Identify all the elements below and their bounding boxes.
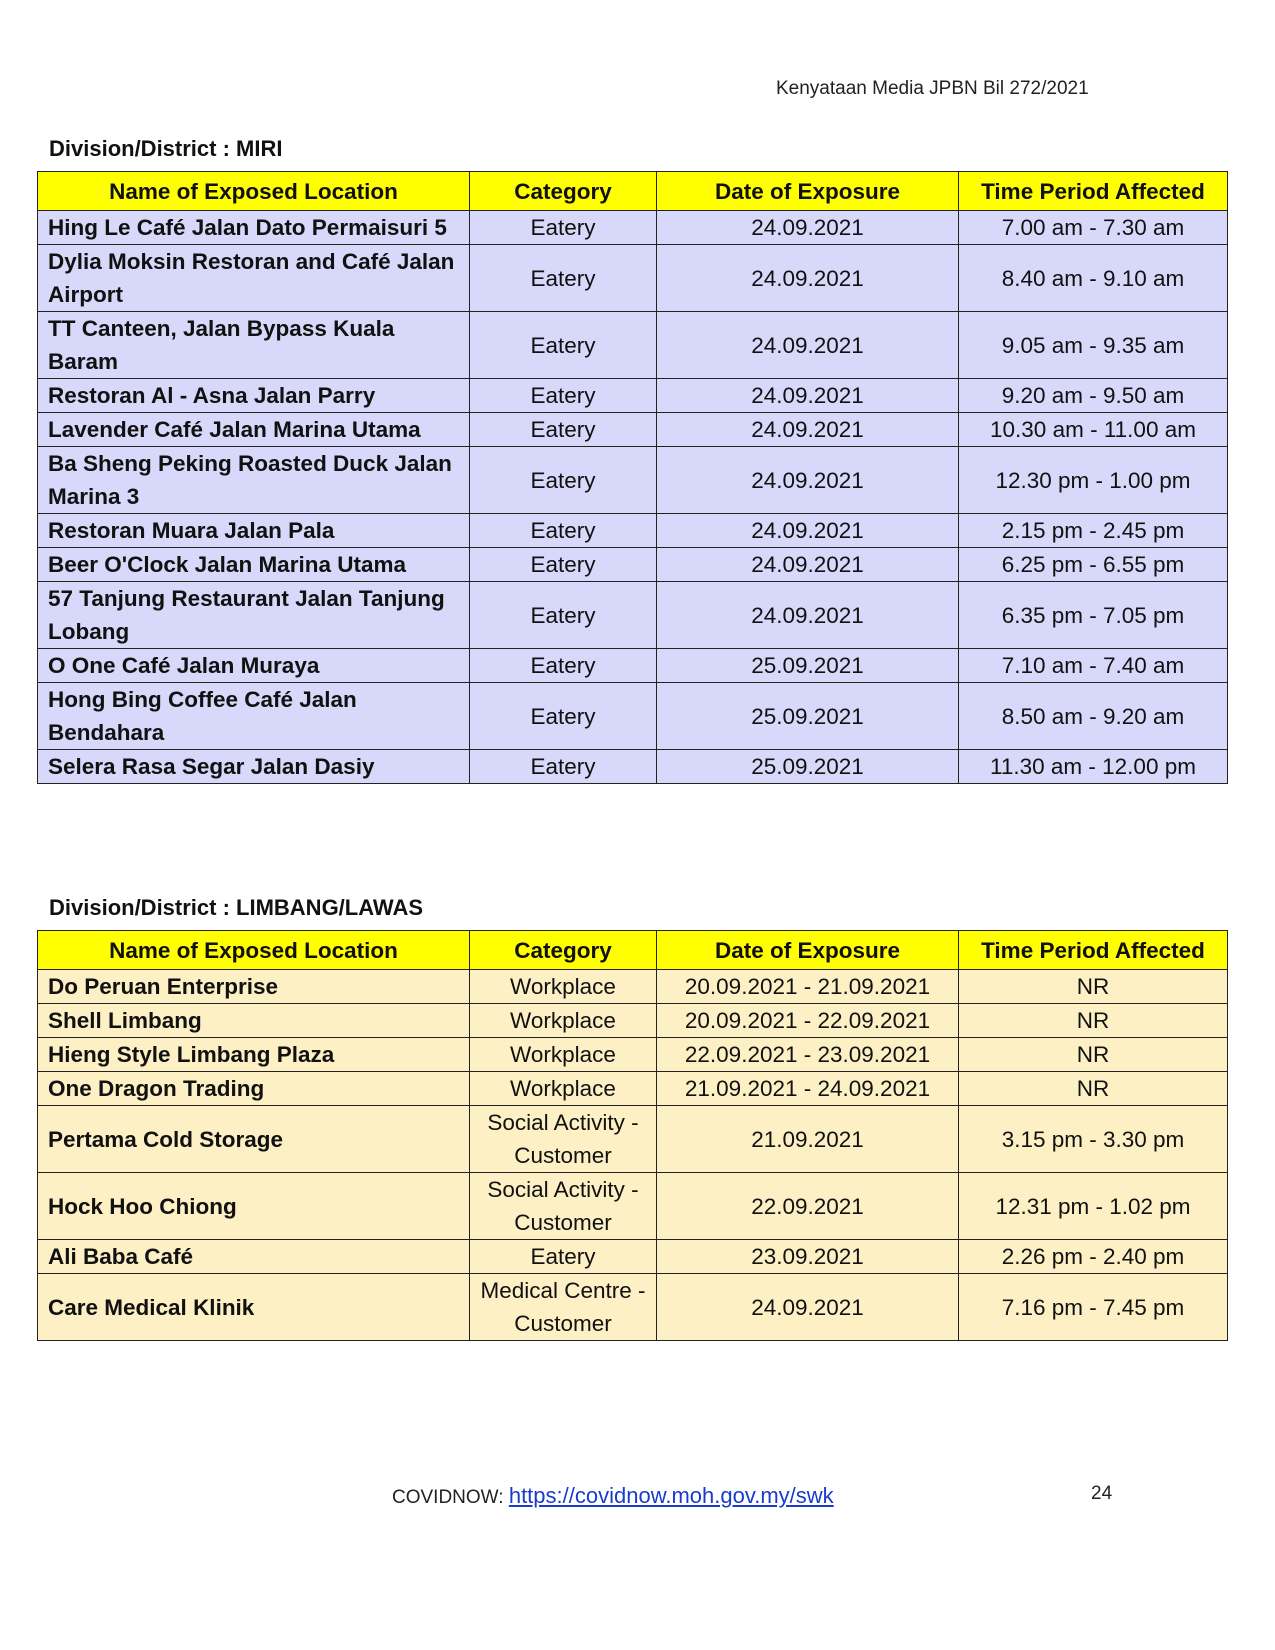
footer <box>392 1483 834 1509</box>
cell-category: Eatery <box>470 582 657 649</box>
cell-category: Eatery <box>470 514 657 548</box>
cell-location: Shell Limbang <box>38 1004 470 1038</box>
table-row <box>38 413 1228 447</box>
cell-category: Eatery <box>470 649 657 683</box>
table-row <box>38 379 1228 413</box>
cell-date: 24.09.2021 <box>657 312 959 379</box>
cell-category: Eatery <box>470 750 657 784</box>
cell-date: 25.09.2021 <box>657 649 959 683</box>
cell-category: Eatery <box>470 379 657 413</box>
exposure-table-limbang-lawas <box>37 930 1228 1341</box>
table-header-row <box>38 931 1228 970</box>
column-header-category: Category <box>470 172 657 211</box>
table-row <box>38 1004 1228 1038</box>
cell-date: 25.09.2021 <box>657 683 959 750</box>
cell-time: NR <box>959 970 1228 1004</box>
cell-time: 6.35 pm - 7.05 pm <box>959 582 1228 649</box>
column-header-time: Time Period Affected <box>959 931 1228 970</box>
cell-date: 24.09.2021 <box>657 514 959 548</box>
cell-location: Hieng Style Limbang Plaza <box>38 1038 470 1072</box>
table-row <box>38 750 1228 784</box>
cell-location: Restoran Muara Jalan Pala <box>38 514 470 548</box>
cell-location: One Dragon Trading <box>38 1072 470 1106</box>
cell-time: 3.15 pm - 3.30 pm <box>959 1106 1228 1173</box>
table-row <box>38 514 1228 548</box>
cell-location: Ba Sheng Peking Roasted Duck Jalan Marina 3 <box>38 447 470 514</box>
table-row <box>38 447 1228 514</box>
cell-category: Workplace <box>470 1038 657 1072</box>
cell-time: 2.26 pm - 2.40 pm <box>959 1240 1228 1274</box>
cell-location: Pertama Cold Storage <box>38 1106 470 1173</box>
cell-category: Eatery <box>470 548 657 582</box>
column-header-date: Date of Exposure <box>657 931 959 970</box>
table-row <box>38 1173 1228 1240</box>
table-row <box>38 1072 1228 1106</box>
cell-category: Social Activity - Customer <box>470 1173 657 1240</box>
table-row <box>38 211 1228 245</box>
cell-time: NR <box>959 1004 1228 1038</box>
cell-date: 22.09.2021 - 23.09.2021 <box>657 1038 959 1072</box>
cell-category: Workplace <box>470 970 657 1004</box>
cell-time: NR <box>959 1072 1228 1106</box>
cell-time: 7.00 am - 7.30 am <box>959 211 1228 245</box>
table-row <box>38 548 1228 582</box>
table-row <box>38 683 1228 750</box>
column-header-date: Date of Exposure <box>657 172 959 211</box>
cell-location: Hock Hoo Chiong <box>38 1173 470 1240</box>
cell-date: 20.09.2021 - 21.09.2021 <box>657 970 959 1004</box>
cell-date: 24.09.2021 <box>657 245 959 312</box>
cell-category: Eatery <box>470 245 657 312</box>
cell-time: 9.05 am - 9.35 am <box>959 312 1228 379</box>
section-title-limbang-lawas: Division/District : LIMBANG/LAWAS <box>49 895 424 920</box>
cell-location: Hing Le Café Jalan Dato Permaisuri 5 <box>38 211 470 245</box>
cell-category: Social Activity - Customer <box>470 1106 657 1173</box>
cell-category: Eatery <box>470 312 657 379</box>
cell-category: Eatery <box>470 413 657 447</box>
table-row <box>38 1038 1228 1072</box>
cell-time: 11.30 am - 12.00 pm <box>959 750 1228 784</box>
cell-time: 8.50 am - 9.20 am <box>959 683 1228 750</box>
document-reference: Kenyataan Media JPBN Bil 272/2021 <box>776 78 1089 99</box>
cell-category: Workplace <box>470 1072 657 1106</box>
cell-time: 12.31 pm - 1.02 pm <box>959 1173 1228 1240</box>
cell-date: 24.09.2021 <box>657 379 959 413</box>
table-row <box>38 970 1228 1004</box>
cell-date: 24.09.2021 <box>657 1274 959 1341</box>
table-row <box>38 1106 1228 1173</box>
footer-label: COVIDNOW: <box>392 1487 509 1508</box>
cell-time: 6.25 pm - 6.55 pm <box>959 548 1228 582</box>
cell-date: 22.09.2021 <box>657 1173 959 1240</box>
cell-date: 24.09.2021 <box>657 447 959 514</box>
table-row <box>38 649 1228 683</box>
cell-date: 21.09.2021 - 24.09.2021 <box>657 1072 959 1106</box>
table-row <box>38 245 1228 312</box>
section-title-miri: Division/District : MIRI <box>49 136 283 161</box>
cell-category: Eatery <box>470 447 657 514</box>
cell-category: Eatery <box>470 683 657 750</box>
cell-location: Do Peruan Enterprise <box>38 970 470 1004</box>
cell-time: 8.40 am - 9.10 am <box>959 245 1228 312</box>
cell-category: Eatery <box>470 1240 657 1274</box>
column-header-time: Time Period Affected <box>959 172 1228 211</box>
cell-time: 7.16 pm - 7.45 pm <box>959 1274 1228 1341</box>
cell-time: 2.15 pm - 2.45 pm <box>959 514 1228 548</box>
cell-time: 10.30 am - 11.00 am <box>959 413 1228 447</box>
cell-date: 21.09.2021 <box>657 1106 959 1173</box>
cell-date: 24.09.2021 <box>657 211 959 245</box>
cell-location: O One Café Jalan Muraya <box>38 649 470 683</box>
table-row <box>38 582 1228 649</box>
cell-date: 24.09.2021 <box>657 548 959 582</box>
table-row <box>38 1274 1228 1341</box>
cell-time: 7.10 am - 7.40 am <box>959 649 1228 683</box>
cell-location: 57 Tanjung Restaurant Jalan Tanjung Lobang <box>38 582 470 649</box>
table-row <box>38 1240 1228 1274</box>
page-number: 24 <box>1091 1483 1113 1504</box>
exposure-table-miri <box>37 171 1228 784</box>
cell-date: 25.09.2021 <box>657 750 959 784</box>
cell-time: NR <box>959 1038 1228 1072</box>
cell-time: 12.30 pm - 1.00 pm <box>959 447 1228 514</box>
cell-location: Restoran Al - Asna Jalan Parry <box>38 379 470 413</box>
table-row <box>38 312 1228 379</box>
column-header-category: Category <box>470 931 657 970</box>
column-header-location: Name of Exposed Location <box>38 172 470 211</box>
cell-location: Care Medical Klinik <box>38 1274 470 1341</box>
column-header-location: Name of Exposed Location <box>38 931 470 970</box>
cell-date: 20.09.2021 - 22.09.2021 <box>657 1004 959 1038</box>
cell-date: 23.09.2021 <box>657 1240 959 1274</box>
cell-time: 9.20 am - 9.50 am <box>959 379 1228 413</box>
cell-category: Medical Centre - Customer <box>470 1274 657 1341</box>
cell-location: TT Canteen, Jalan Bypass Kuala Baram <box>38 312 470 379</box>
cell-date: 24.09.2021 <box>657 582 959 649</box>
cell-location: Hong Bing Coffee Café Jalan Bendahara <box>38 683 470 750</box>
cell-date: 24.09.2021 <box>657 413 959 447</box>
covidnow-link[interactable]: https://covidnow.moh.gov.my/swk <box>508 1483 834 1508</box>
cell-location: Dylia Moksin Restoran and Café Jalan Airport <box>38 245 470 312</box>
cell-location: Lavender Café Jalan Marina Utama <box>38 413 470 447</box>
cell-location: Ali Baba Café <box>38 1240 470 1274</box>
cell-category: Workplace <box>470 1004 657 1038</box>
cell-location: Beer O'Clock Jalan Marina Utama <box>38 548 470 582</box>
cell-location: Selera Rasa Segar Jalan Dasiy <box>38 750 470 784</box>
table-header-row <box>38 172 1228 211</box>
cell-category: Eatery <box>470 211 657 245</box>
